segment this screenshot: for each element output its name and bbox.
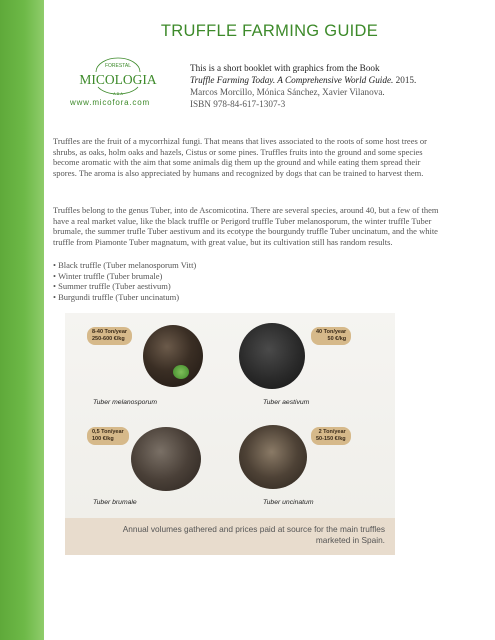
species-caption: Tuber brumale bbox=[93, 499, 137, 506]
book-authors: Marcos Morcillo, Mónica Sánchez, Xavier Vilanova. bbox=[190, 87, 385, 97]
truffle-leaf-photo bbox=[173, 365, 189, 379]
book-year: 2015. bbox=[393, 75, 417, 85]
truffle-photo bbox=[239, 323, 305, 389]
paragraph-intro: Truffles are the fruit of a mycorrhizal fungi. That means that lives associated to the roots of some host trees or shrubs, as oaks, holm oaks and hazels, Cistus or some pines. Truffles fruits into the ground and some species become aromatic with the aim that some animals dig them up the ground and while eating them spread their spores. The aroma is also appreciated by humans and recognized by dogs that can be trained to harvest them. bbox=[53, 136, 427, 178]
book-title: Truffle Farming Today. A Comprehensive World Guide. bbox=[190, 75, 394, 85]
species-caption: Tuber aestivum bbox=[263, 399, 310, 406]
logo-url: www.micofora.com bbox=[70, 98, 150, 107]
panel-label bbox=[311, 327, 351, 345]
list-item: • Black truffle (Tuber melanosporum Vitt) bbox=[53, 260, 196, 271]
paragraph-species: Truffles belong to the genus Tuber, into de Ascomicotina. There are several species, around 40, but a few of them have a real market value, like the black truffle or Perigord truffle Tuber melanosporum, the winter truffle Tuber brumale, the summer trufle Tuber aestivum and its ecotype the bourgundy truffle Tuber uncinatum, and the white truffle from Piamonte Tuber magnatum, with great value, but its cultivation still has random results. bbox=[53, 205, 439, 247]
logo-sub: A B A bbox=[113, 91, 123, 96]
volume-label: 0,5 Ton/year bbox=[92, 429, 124, 435]
panel-melanosporum bbox=[85, 323, 230, 423]
price-label: 250-600 €/kg bbox=[92, 336, 125, 342]
panel-aestivum bbox=[237, 323, 382, 423]
truffle-figure bbox=[65, 313, 395, 553]
truffle-photo bbox=[239, 425, 307, 489]
list-item: • Winter truffle (Tuber brumale) bbox=[53, 271, 196, 282]
left-green-stripe bbox=[0, 0, 44, 640]
volume-label: 2 Ton/year bbox=[318, 429, 346, 435]
volume-label: 40 Ton/year bbox=[316, 329, 347, 335]
figure-caption bbox=[65, 518, 395, 555]
truffle-photo bbox=[143, 325, 203, 387]
book-info bbox=[190, 62, 416, 110]
species-list bbox=[53, 260, 196, 302]
species-caption: Tuber melanosporum bbox=[93, 399, 158, 406]
figure-caption-line2: marketed in Spain. bbox=[315, 535, 385, 545]
panel-label bbox=[87, 427, 129, 445]
panel-brumale bbox=[85, 423, 230, 523]
panel-uncinatum bbox=[237, 423, 382, 523]
logo-name: MICOLOGIA bbox=[79, 72, 157, 87]
volume-label: 8-40 Ton/year bbox=[92, 329, 128, 335]
panel-label bbox=[311, 427, 351, 445]
book-isbn: ISBN 978-84-617-1307-3 bbox=[190, 99, 286, 109]
list-item: • Burgundi truffle (Tuber uncinatum) bbox=[53, 292, 196, 303]
list-item: • Summer truffle (Tuber aestivum) bbox=[53, 281, 196, 292]
price-label: 50-150 €/kg bbox=[316, 436, 346, 442]
panel-label bbox=[87, 327, 132, 345]
truffle-photo bbox=[131, 427, 201, 491]
figure-caption-line1: Annual volumes gathered and prices paid at source for the main truffles bbox=[122, 524, 385, 534]
price-label: 100 €/kg bbox=[92, 436, 114, 442]
logo-arc-text: FORESTAL bbox=[104, 63, 132, 69]
book-intro: This is a short booklet with graphics from the Book bbox=[190, 63, 380, 73]
page-title: TRUFFLE FARMING GUIDE bbox=[160, 22, 379, 40]
species-caption: Tuber uncinatum bbox=[263, 499, 314, 506]
book-title-line bbox=[190, 74, 416, 86]
price-label: 50 €/kg bbox=[327, 336, 347, 342]
